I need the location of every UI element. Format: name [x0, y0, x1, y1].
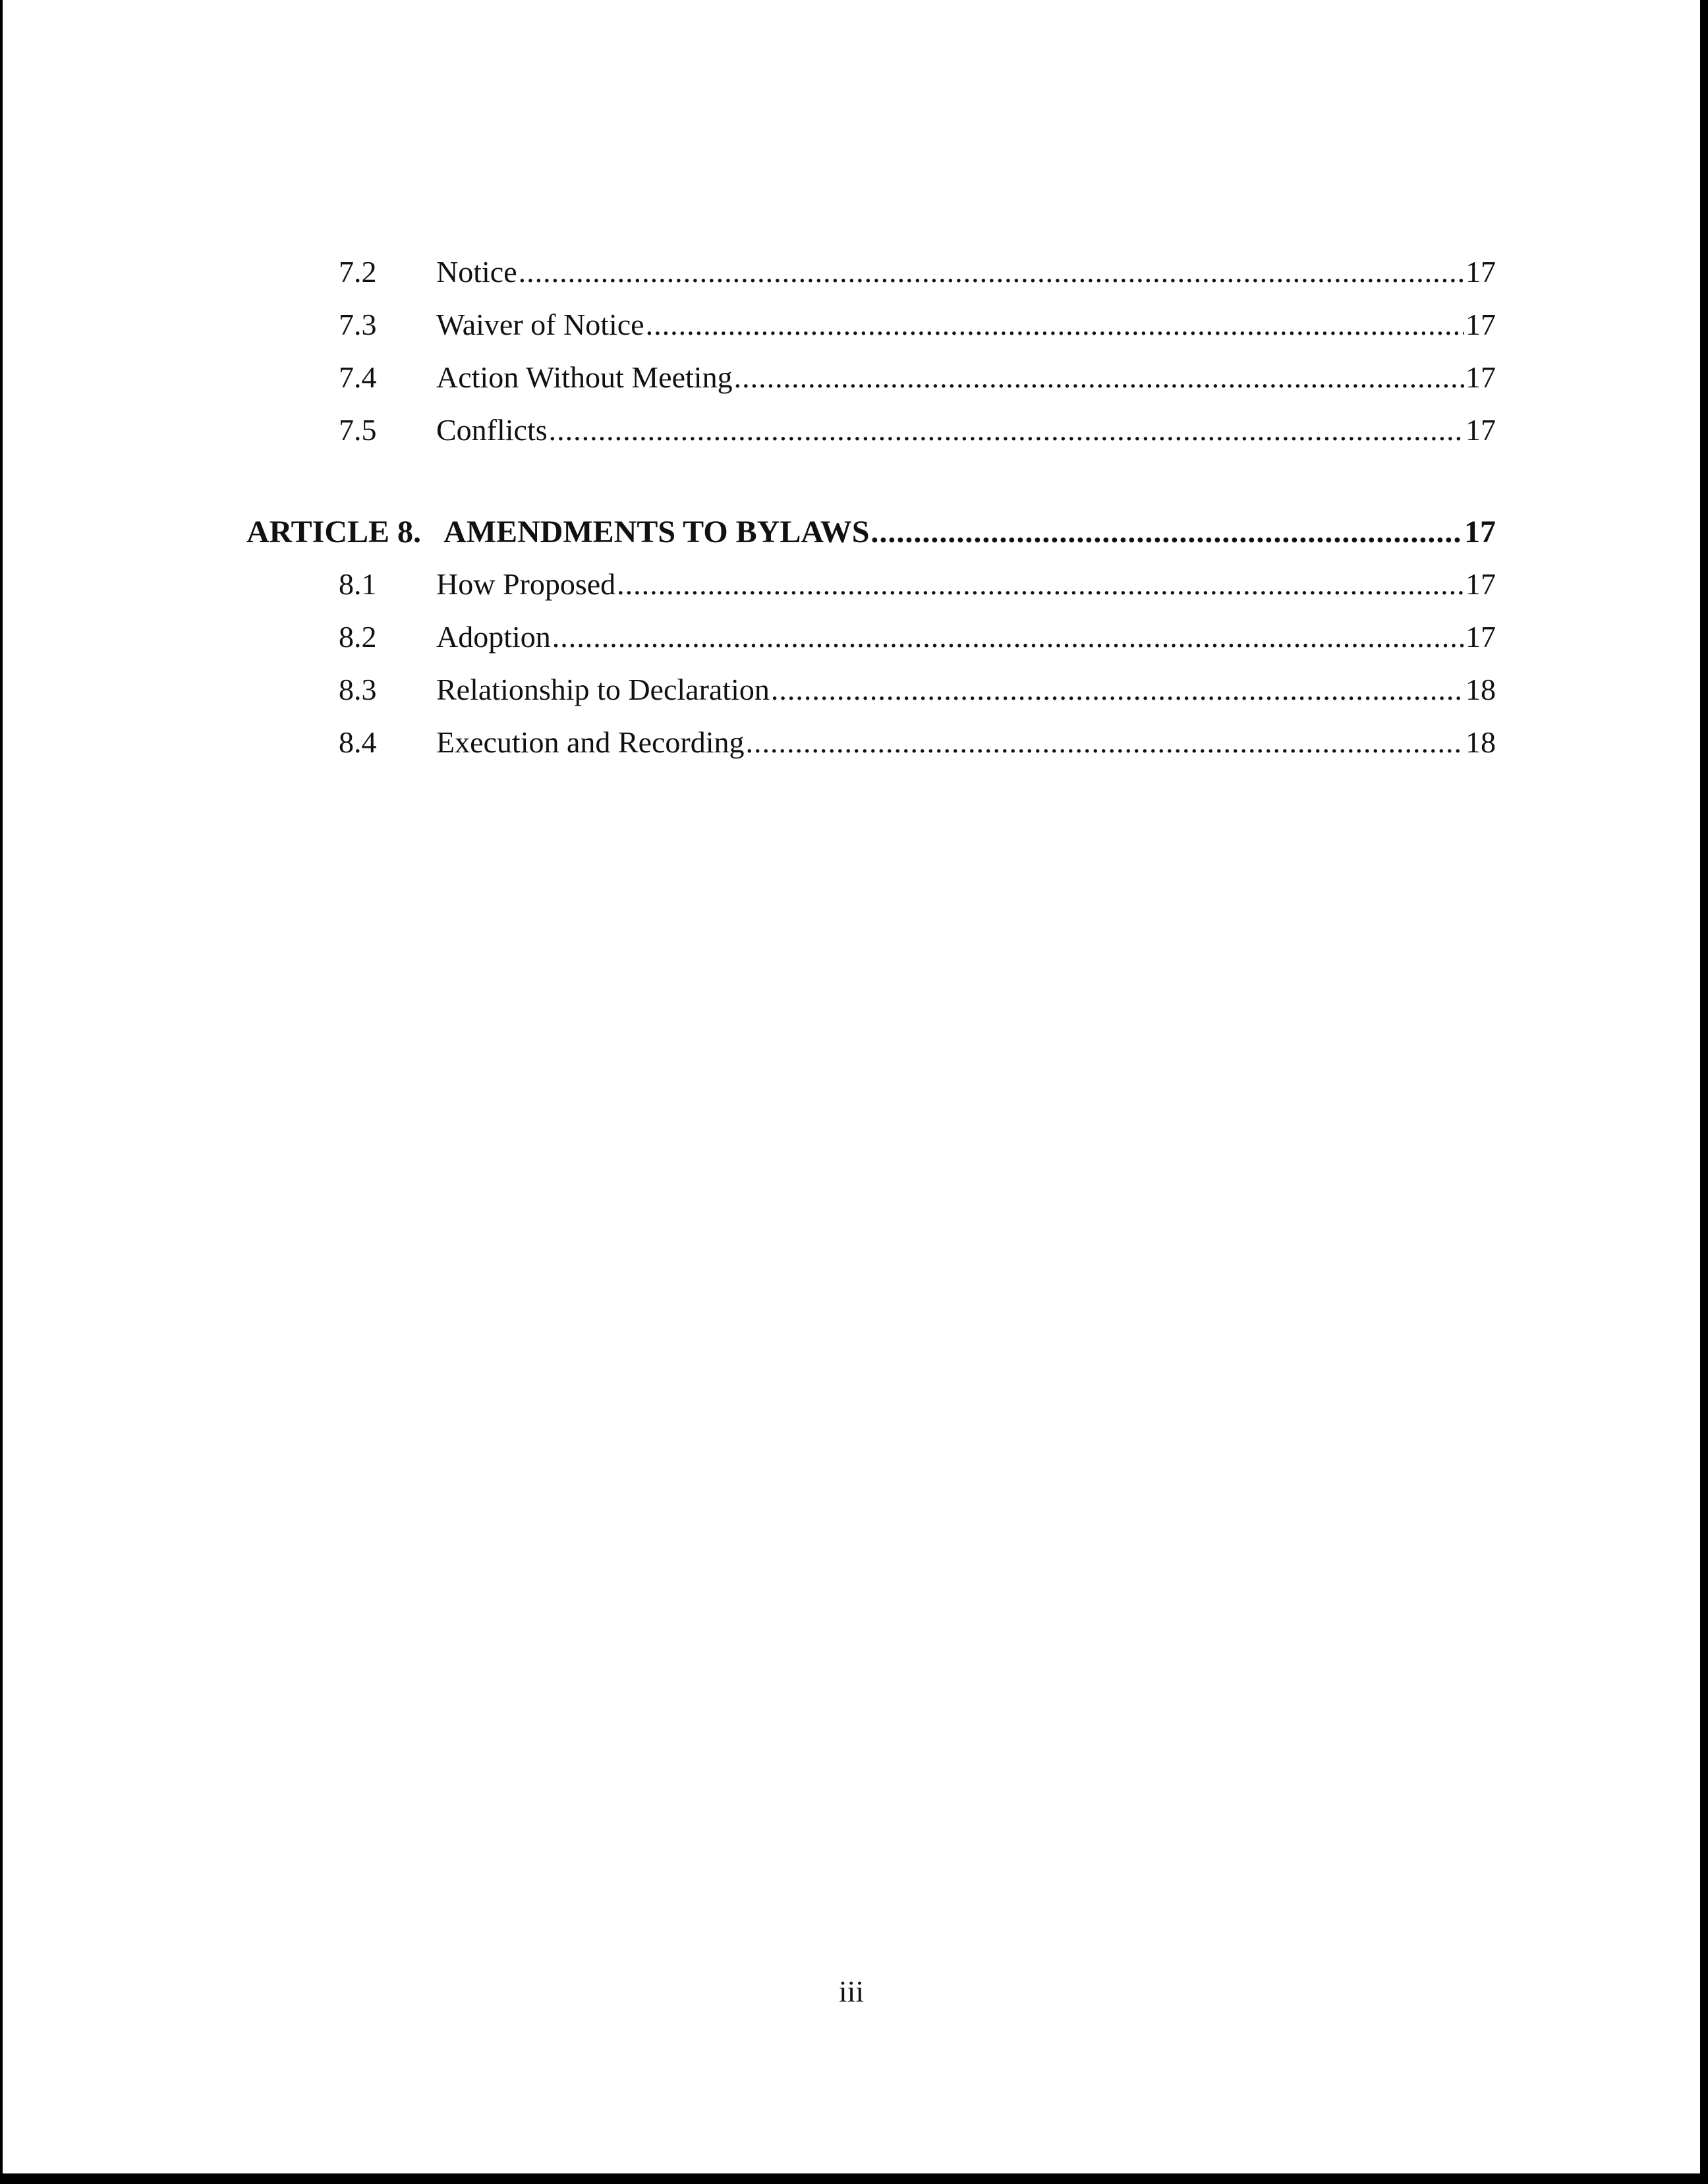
- section-number: 8.3: [339, 673, 377, 706]
- article-title: AMENDMENTS TO BYLAWS: [443, 515, 870, 549]
- section-number: 7.4: [339, 360, 377, 394]
- page-reference: 17: [1464, 515, 1496, 549]
- page-reference: 17: [1466, 413, 1496, 447]
- page-reference: 18: [1466, 673, 1496, 706]
- dot-leader: [617, 569, 1464, 600]
- section-title: Notice: [436, 255, 517, 289]
- page-footer-number: iii: [838, 1974, 865, 2008]
- section-number: 7.5: [339, 413, 377, 447]
- section-title: Conflicts: [436, 413, 548, 447]
- section-title: Waiver of Notice: [436, 308, 644, 341]
- section-number: 8.4: [339, 725, 377, 759]
- toc-entry-article-8[interactable]: [246, 517, 1496, 548]
- dot-leader: [771, 675, 1464, 705]
- dot-leader: [746, 727, 1464, 758]
- document-page: [3, 0, 1700, 2173]
- dot-leader: [734, 362, 1464, 393]
- dot-leader: [646, 310, 1464, 340]
- section-number: 7.2: [339, 255, 377, 289]
- toc-entry-8-4[interactable]: [339, 727, 1496, 758]
- page-reference: 17: [1466, 360, 1496, 394]
- page-reference: 17: [1466, 620, 1496, 654]
- page-reference: 17: [1466, 567, 1496, 601]
- section-title: Action Without Meeting: [436, 360, 733, 394]
- dot-leader: [519, 257, 1464, 287]
- section-title: Relationship to Declaration: [436, 673, 770, 706]
- toc-entry-7-4[interactable]: [339, 362, 1496, 393]
- section-title: Adoption: [436, 620, 551, 654]
- toc-entry-8-3[interactable]: [339, 675, 1496, 705]
- section-number: 7.3: [339, 308, 377, 341]
- toc-entry-7-5[interactable]: [339, 415, 1496, 445]
- dot-leader: [552, 622, 1464, 652]
- toc-entry-7-3[interactable]: [339, 310, 1496, 340]
- section-number: 8.2: [339, 620, 377, 654]
- toc-entry-8-2[interactable]: [339, 622, 1496, 652]
- dot-leader: [549, 415, 1464, 445]
- toc-entry-7-2[interactable]: [339, 257, 1496, 287]
- section-title: Execution and Recording: [436, 725, 745, 759]
- section-title: How Proposed: [436, 567, 616, 601]
- toc-entry-8-1[interactable]: [339, 569, 1496, 600]
- page-reference: 18: [1466, 725, 1496, 759]
- page-reference: 17: [1466, 255, 1496, 289]
- section-number: 8.1: [339, 567, 377, 601]
- dot-leader: [870, 517, 1463, 548]
- page-reference: 17: [1466, 308, 1496, 341]
- article-number: ARTICLE 8.: [246, 515, 422, 549]
